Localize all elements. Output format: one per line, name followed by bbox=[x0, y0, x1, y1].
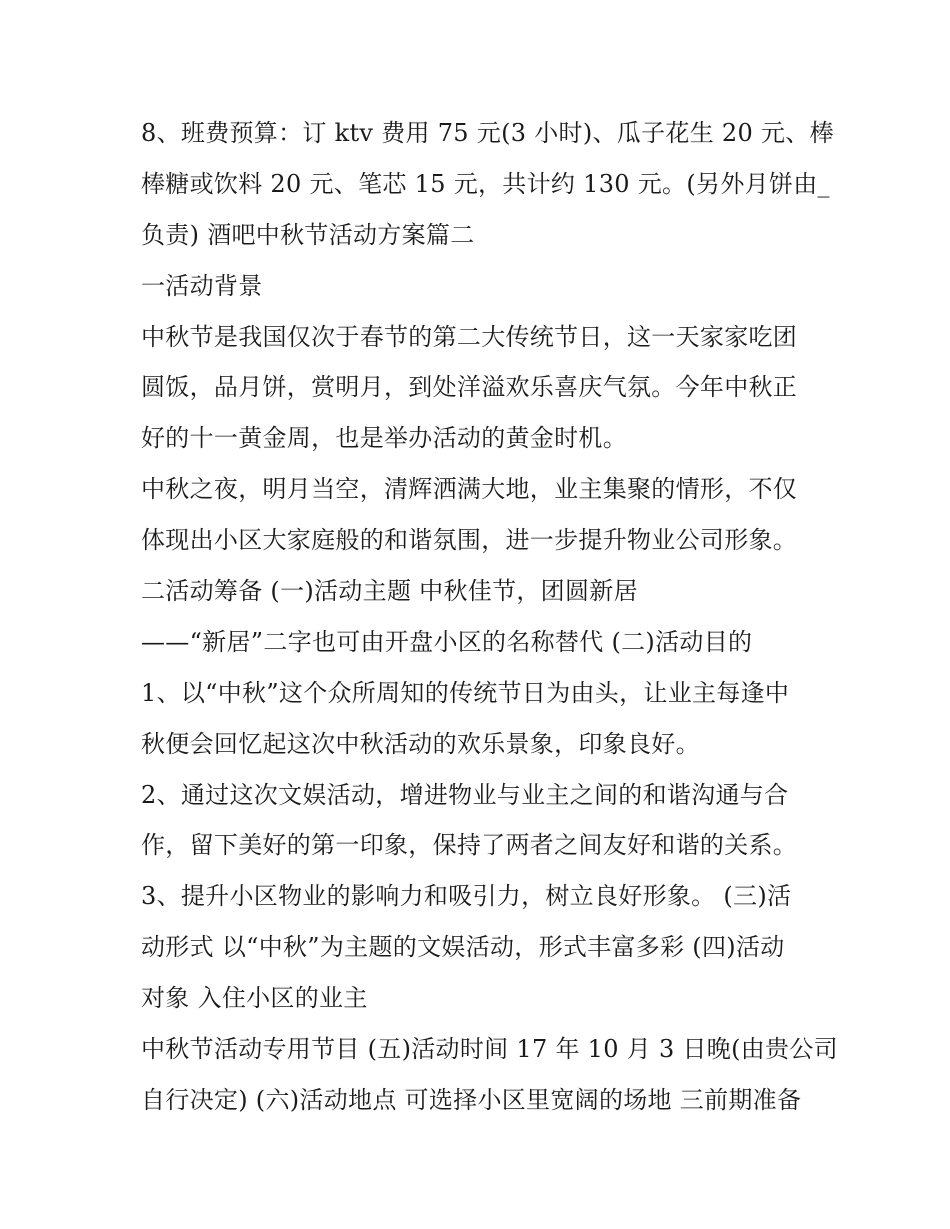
text-line: 2、通过这次文娱活动，增进物业与业主之间的和谐沟通与合 bbox=[141, 780, 789, 809]
text-line: 圆饭，品月饼，赏明月，到处洋溢欢乐喜庆气氛。今年中秋正 bbox=[141, 373, 798, 402]
document-body bbox=[141, 108, 838, 1126]
text-line: 二活动筹备 (一)活动主题 中秋佳节，团圆新居 bbox=[141, 577, 638, 606]
text-line: 秋便会回忆起这次中秋活动的欢乐景象，印象良好。 bbox=[141, 729, 700, 758]
text-line: 中秋节是我国仅次于春节的第二大传统节日，这一天家家吃团 bbox=[141, 322, 798, 351]
text-line: ——“新居”二字也可由开盘小区的名称替代 (二)活动目的 bbox=[141, 627, 753, 656]
text-line: 体现出小区大家庭般的和谐氛围，进一步提升物业公司形象。 bbox=[141, 526, 798, 555]
text-line: 8、班费预算：订 ktv 费用 75 元(3 小时)、瓜子花生 20 元、棒 bbox=[141, 119, 834, 147]
text-line: 3、提升小区物业的影响力和吸引力，树立良好形象。 (三)活 bbox=[141, 882, 792, 911]
text-line: 中秋之夜，明月当空，清辉洒满大地，业主集聚的情形，不仅 bbox=[141, 475, 798, 504]
text-line: 棒糖或饮料 20 元、笔芯 15 元，共计约 130 元。(另外月饼由_ bbox=[141, 169, 830, 198]
text-line: 自行决定) (六)活动地点 可选择小区里宽阔的场地 三前期准备 bbox=[141, 1085, 802, 1114]
text-line: 1、以“中秋”这个众所周知的传统节日为由头，让业主每逢中 bbox=[141, 678, 790, 707]
text-line: 动形式 以“中秋”为主题的文娱活动，形式丰富多彩 (四)活动 bbox=[141, 933, 785, 962]
text-line: 作，留下美好的第一印象，保持了两者之间友好和谐的关系。 bbox=[141, 831, 798, 860]
text-line: 好的十一黄金周，也是举办活动的黄金时机。 bbox=[141, 424, 627, 453]
section-heading: 一活动背景 bbox=[141, 271, 263, 300]
text-line: 负责) 酒吧中秋节活动方案篇二 bbox=[141, 220, 475, 249]
text-line: 对象 入住小区的业主 bbox=[141, 984, 368, 1013]
text-line: 中秋节活动专用节目 (五)活动时间 17 年 10 月 3 日晚(由贵公司 bbox=[141, 1035, 838, 1064]
